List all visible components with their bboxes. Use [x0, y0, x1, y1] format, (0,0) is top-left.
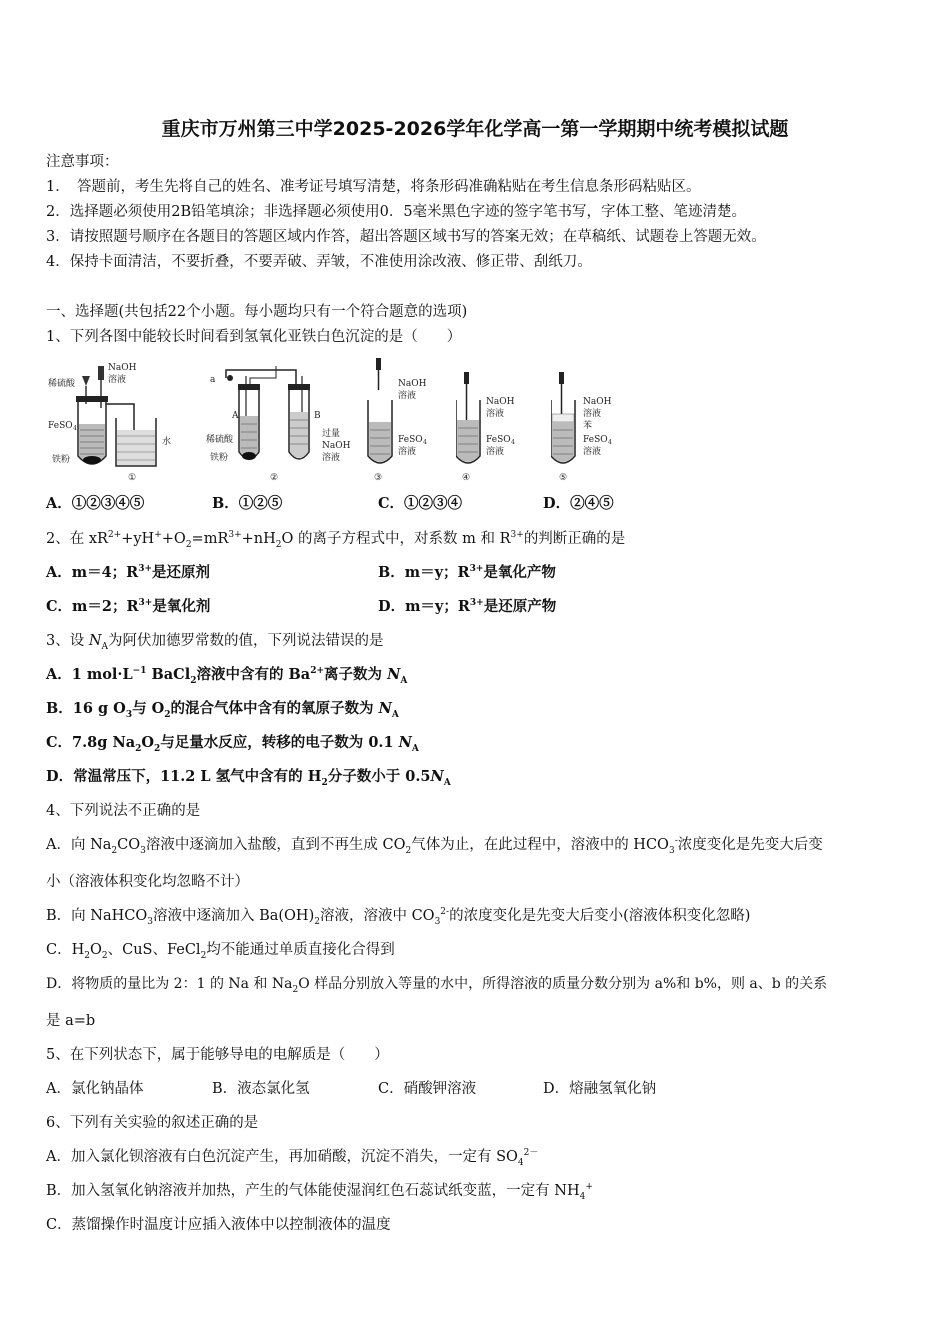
fig5-label: NaOH — [583, 397, 612, 407]
figure-1 — [46, 356, 181, 486]
fig1-label: 铁粉 — [52, 455, 71, 465]
q5-option-d: D．熔融氢氧化钠 — [543, 1081, 657, 1097]
figure-3 — [366, 356, 446, 486]
q4-option-a: A．向 $Na_2CO_3$溶液中逐滴加入盐酸，直到不再生成 $CO_2$气体为止，在此过程中，溶液中的 $HCO_3^-$浓度变化是先变大后变 — [46, 836, 823, 856]
q6-option-b: B．加入氢氧化钠溶液并加热，产生的气体能使湿润红色石蕊试纸变蓝，一定有 $NH_4^+$ — [46, 1182, 593, 1202]
fig3-label: 溶液 — [398, 447, 417, 457]
q2-option-b: B．m＝y；$R^{3+}$是氧化产物 — [378, 564, 556, 581]
fig5-label: ⑤ — [559, 473, 568, 483]
fig5-label: FeSO — [583, 435, 608, 445]
fig5-label: 4 — [608, 439, 612, 446]
fig2-label: 溶液 — [322, 453, 341, 463]
fig1-label: FeSO — [48, 421, 73, 431]
q3-option-d: D．常温常压下，11.2 L 氢气中含有的 $H_2$分子数小于 $0.5N_A$ — [46, 768, 451, 788]
question-1-stem: 1、下列各图中能较长时间看到氢氧化亚铁白色沉淀的是（ ） — [46, 329, 462, 345]
fig2-label: ② — [270, 473, 279, 483]
question-5-stem: 5、在下列状态下，属于能够导电的电解质是（ ） — [46, 1047, 389, 1063]
question-6-stem: 6、下列有关实验的叙述正确的是 — [46, 1115, 259, 1131]
fig2-label: 铁粉 — [210, 453, 229, 463]
fig3-label: ③ — [374, 473, 383, 483]
question-2-stem: 2、在 $xR^{2+}+yH^++O_2=mR^{3+}+nH_2O$ 的离子方程式中，对系数 m 和 $R^{3+}$的判断正确的是 — [46, 530, 626, 550]
q6-option-a: A．加入氯化钡溶液有白色沉淀产生，再加硝酸，沉淀不消失，一定有 $SO_4^{2-}$ — [46, 1148, 539, 1168]
notice-item: 1． 答题前，考生先将自己的姓名、准考证号填写清楚，将条形码准确粘贴在考生信息条形码粘贴区。 — [46, 179, 701, 195]
fig1-label: 溶液 — [108, 375, 127, 385]
fig2-label: B — [314, 411, 321, 421]
fig5-label: 溶液 — [583, 409, 602, 419]
fig4-label: 溶液 — [486, 409, 505, 419]
fig4-label: NaOH — [486, 397, 515, 407]
q4-option-c: C．$H_2O_2$、CuS、FeCl$_2$均不能通过单质直接化合得到 — [46, 942, 395, 961]
fig2-label: NaOH — [322, 441, 351, 451]
fig2-label: A — [232, 411, 239, 421]
q3-option-b: B．16 g $O_3$与 $O_2$的混合气体中含有的氧原子数为 $N_A$ — [46, 700, 399, 720]
fig2-label: 稀硫酸 — [206, 435, 234, 445]
q2-option-a: A．m＝4；$R^{3+}$是还原剂 — [46, 564, 211, 581]
fig3-label: FeSO — [398, 435, 423, 445]
q3-option-c: C．7.8g $Na_2O_2$与足量水反应，转移的电子数为 0.1 $N_A$ — [46, 734, 419, 754]
q6-option-c: C．蒸馏操作时温度计应插入液体中以控制液体的温度 — [46, 1217, 391, 1233]
notice-item: 2．选择题必须使用2B铅笔填涂；非选择题必须使用0．5毫米黑色字迹的签字笔书写，字体工整、笔迹清楚。 — [46, 204, 747, 220]
q1-option-b: B．①②⑤ — [212, 495, 283, 512]
q5-option-c: C．硝酸钾溶液 — [378, 1081, 477, 1097]
fig1-label: ① — [128, 473, 137, 483]
q1-option-a: A．①②③④⑤ — [46, 495, 145, 512]
figure-4 — [456, 356, 541, 486]
fig2-label: a — [210, 375, 216, 385]
question-4-stem: 4、下列说法不正确的是 — [46, 803, 201, 819]
q4-option-d: D．将物质的量比为 2：1 的 Na 和 $Na_2O$ 样品分别放入等量的水中，所得溶液的质量分数分别为 a%和 b%，则 a、b 的关系 — [46, 976, 828, 995]
figure-2 — [206, 356, 366, 486]
fig1-label: NaOH — [108, 363, 137, 373]
fig5-label: 苯 — [583, 421, 593, 431]
q4-option-b: B．向 NaHCO$_3$溶液中逐滴加入 $Ba(OH)_2$溶液，溶液中 $CO_3^{2-}$的浓度变化是先变大后变小(溶液体积变化忽略) — [46, 907, 751, 927]
fig4-label: 溶液 — [486, 447, 505, 457]
fig3-label: 溶液 — [398, 391, 417, 401]
fig4-label: FeSO — [486, 435, 511, 445]
notice-item: 4．保持卡面清洁，不要折叠，不要弄破、弄皱，不准使用涂改液、修正带、刮纸刀。 — [46, 254, 592, 270]
fig4-label: 4 — [511, 439, 515, 446]
q4-option-a-cont: 小（溶液体积变化均忽略不计） — [46, 874, 249, 890]
q4-option-d-cont: 是 a=b — [46, 1013, 96, 1029]
question-3-stem: 3、设 $N_A$为阿伏加德罗常数的值，下列说法错误的是 — [46, 633, 384, 652]
fig4-label: ④ — [462, 473, 471, 483]
fig3-label: NaOH — [398, 379, 427, 389]
notice-item: 3．请按照题号顺序在各题目的答题区域内作答，超出答题区域书写的答案无效；在草稿纸、试题卷上答题无效。 — [46, 229, 766, 245]
q5-option-b: B．液态氯化氢 — [212, 1081, 310, 1097]
figure-5 — [551, 356, 646, 486]
section-heading: 一、选择题(共包括22个小题。每小题均只有一个符合题意的选项) — [46, 304, 468, 320]
fig3-label: 4 — [423, 439, 427, 446]
page-title: 重庆市万州第三中学2025-2026学年化学高一第一学期期中统考模拟试题 — [161, 118, 789, 140]
q3-option-a: A．1 $mol\cdot L^{-1}$ BaCl$_2$溶液中含有的 $Ba^{2+}$离子数为 $N_A$ — [46, 666, 408, 686]
notice-heading: 注意事项： — [46, 154, 119, 170]
fig2-label: 过量 — [322, 429, 341, 439]
q5-option-a: A．氯化钠晶体 — [46, 1081, 144, 1097]
fig1-label: 4 — [73, 425, 77, 432]
q1-option-c: C．①②③④ — [378, 495, 463, 512]
fig1-label: 稀硫酸 — [48, 379, 76, 389]
fig5-label: 溶液 — [583, 447, 602, 457]
q1-figures — [46, 356, 646, 486]
q1-option-d: D．②④⑤ — [543, 495, 614, 512]
dropper-bulb — [98, 366, 104, 380]
fig1-label: 水 — [162, 437, 172, 447]
q2-option-d: D．m＝y；$R^{3+}$是还原产物 — [378, 598, 557, 615]
q2-option-c: C．m＝2；$R^{3+}$是氧化剂 — [46, 598, 211, 615]
